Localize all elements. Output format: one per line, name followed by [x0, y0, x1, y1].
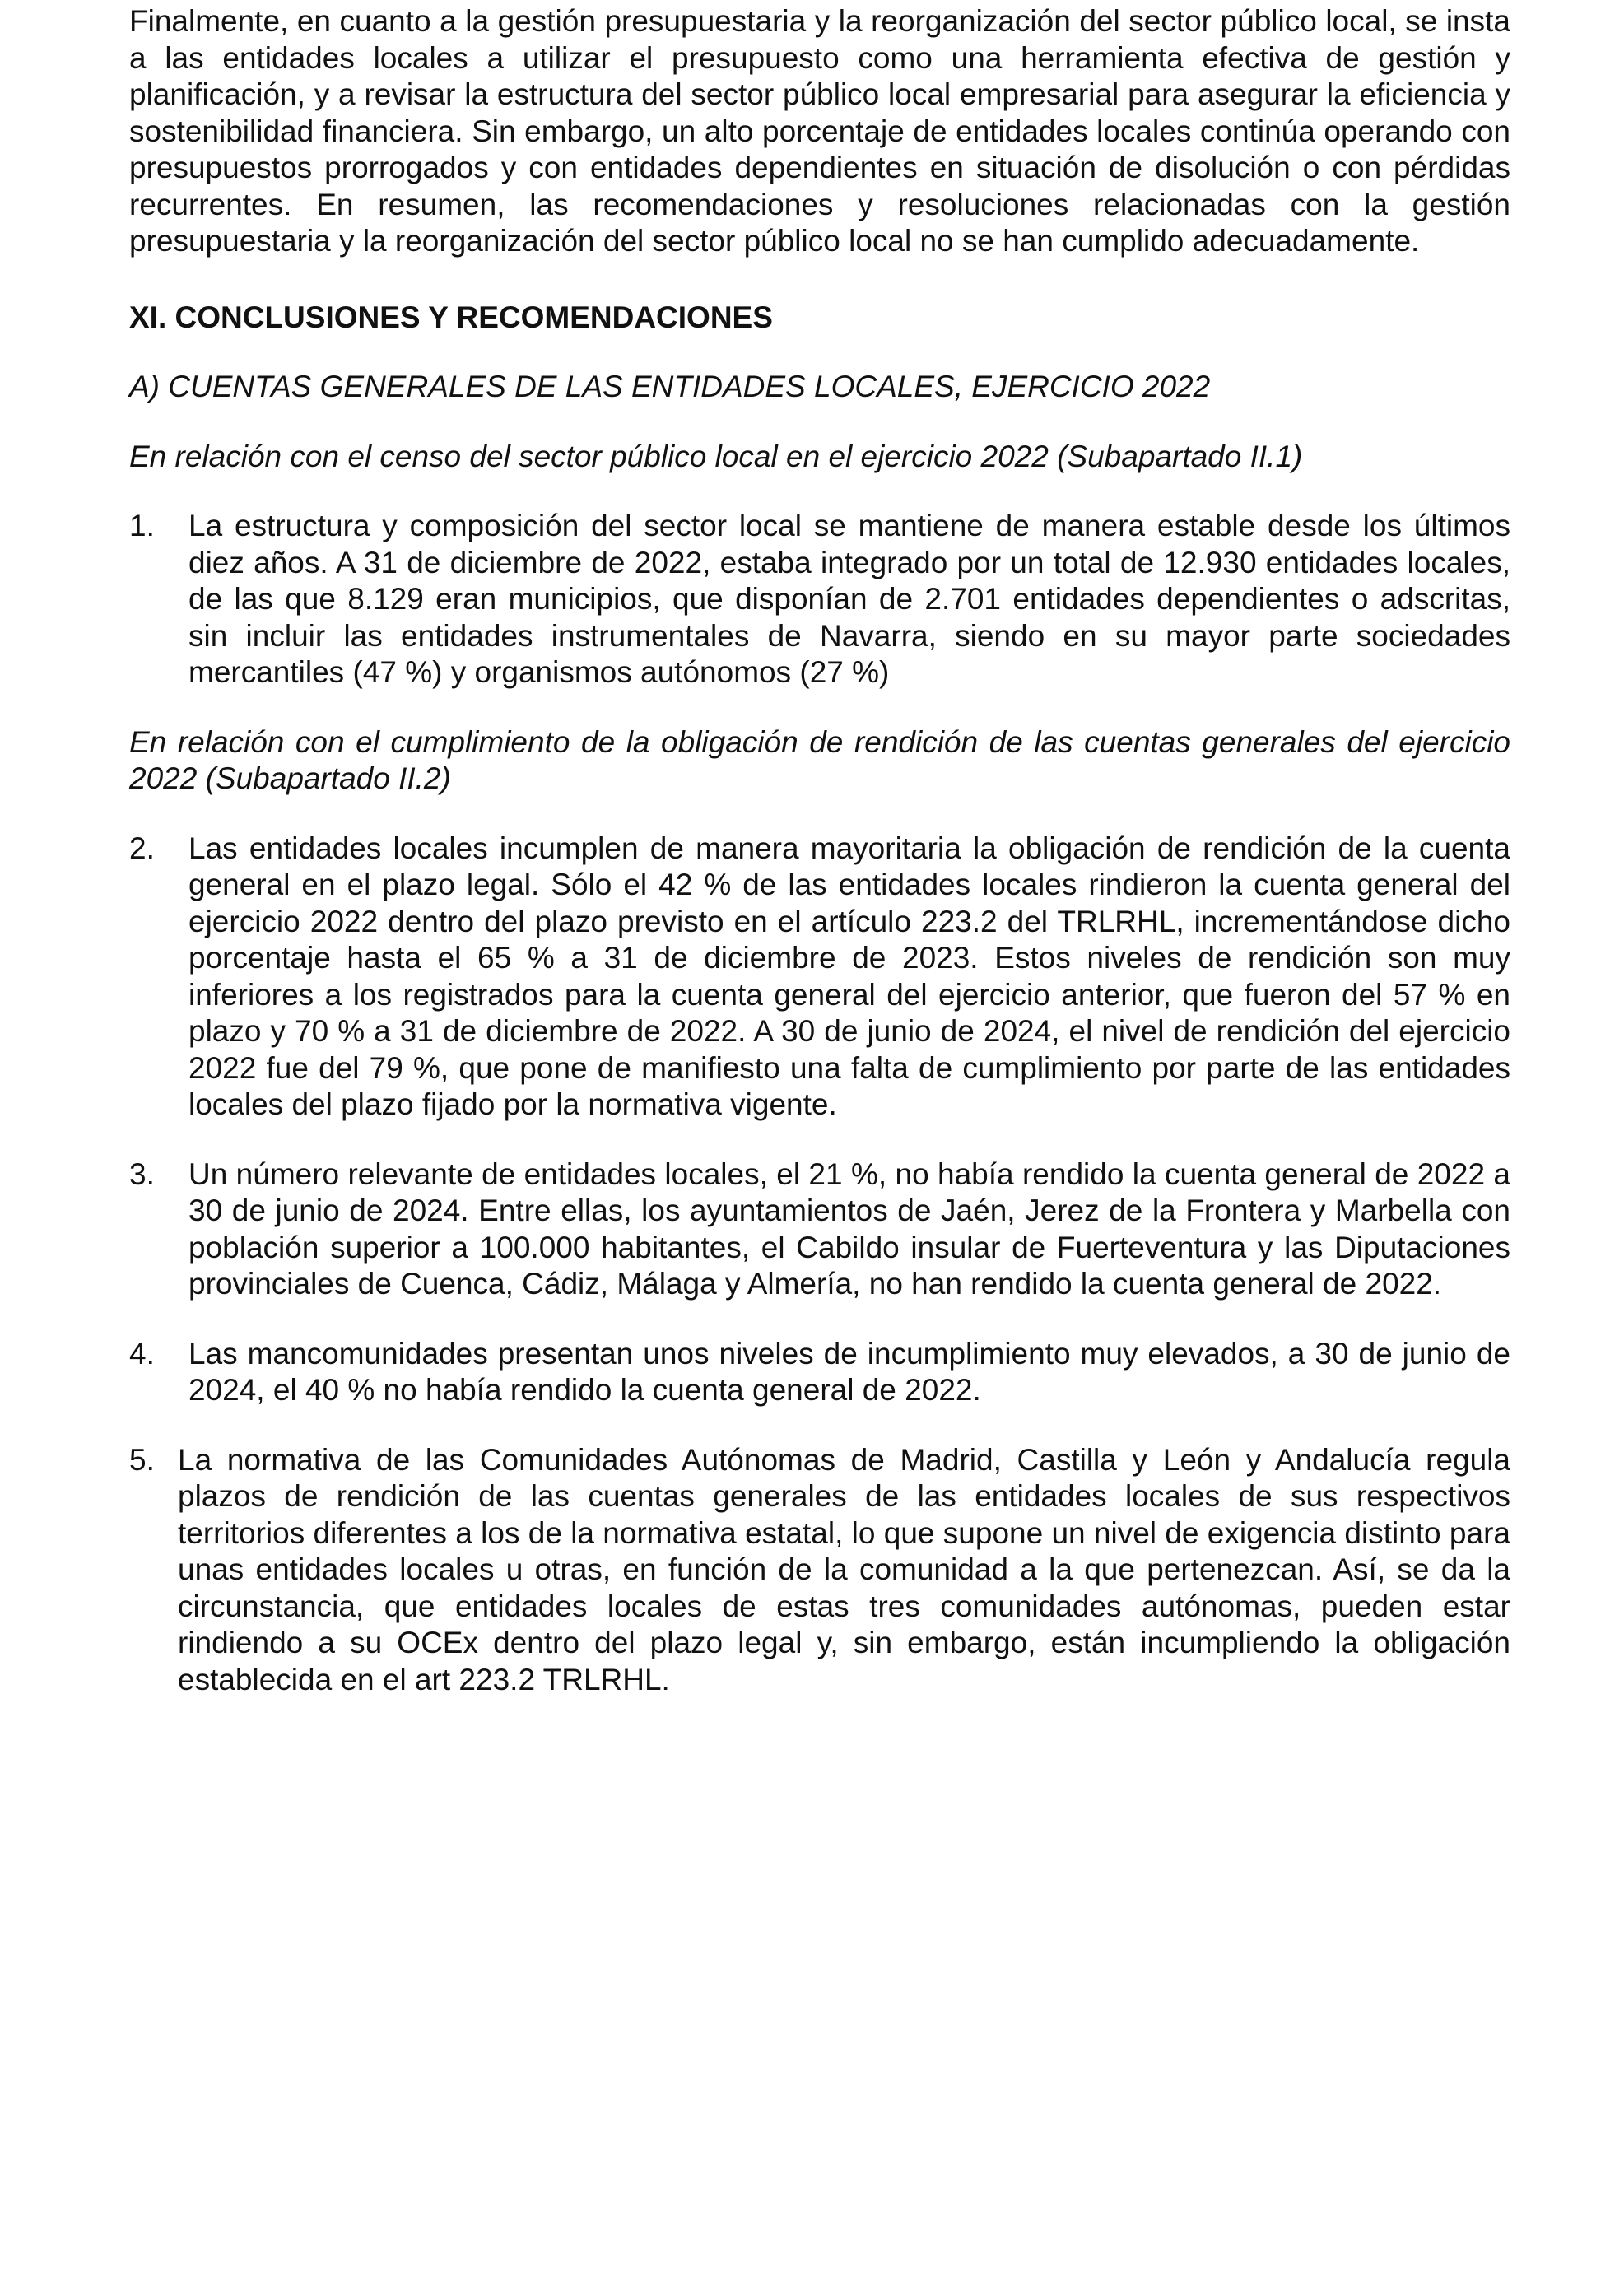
list-item — [129, 831, 1510, 1124]
document-page — [129, 3, 1510, 1731]
list-item — [129, 1336, 1510, 1409]
list-item-text: Las mancomunidades presentan unos niveles de incumplimiento muy elevados, a 30 de junio de 2024, el 40 % no había rendido la cuenta general de 2022. — [188, 1336, 1510, 1407]
list-item — [129, 508, 1510, 691]
list-item-number: 2. — [129, 831, 155, 865]
list-item-text: La estructura y composición del sector local se mantiene de manera estable desde los últimos diez años. A 31 de diciembre de 2022, estaba integrado por un total de 12.930 entidades locales, de las que 8.129 eran municipios, que disponían de 2.701 entidades dependientes o adscritas, sin incluir las entidades instrumentales de Navarra, siendo en su mayor parte sociedades mercantiles (47 %) y organismos autónomos (27 %) — [188, 509, 1510, 689]
intro-paragraph: Finalmente, en cuanto a la gestión presupuestaria y la reorganización del sector público local, se insta a las entidades locales a utilizar el presupuesto como una herramienta efectiva de gestión y planificación, y a revisar la estructura del sector público local empresarial para asegurar la eficiencia y sostenibilidad financiera. Sin embargo, un alto porcentaje de entidades locales continúa operando con presupuestos prorrogados y con entidades dependientes en situación de disolución o con pérdidas recurrentes. En resumen, las recomendaciones y resoluciones relacionadas con la gestión presupuestaria y la reorganización del sector público local no se han cumplido adecuadamente. — [129, 4, 1510, 258]
section-heading: XI. CONCLUSIONES Y RECOMENDACIONES — [129, 300, 773, 334]
list-item-number: 5. — [129, 1442, 155, 1477]
list-item-number: 1. — [129, 509, 155, 542]
list-item-number: 3. — [129, 1156, 155, 1191]
list-item — [129, 1156, 1510, 1303]
subsection-heading: A) CUENTAS GENERALES DE LAS ENTIDADES LOCALES, EJERCICIO 2022 — [129, 370, 1211, 403]
list-item-text: Un número relevante de entidades locales, el 21 %, no había rendido la cuenta general de 2022 a 30 de junio de 2024. Entre ellas, los ayuntamientos de Jaén, Jerez de la Frontera y Marbella con población superior a 100.000 habitantes, el Cabildo insular de Fuerteventura y las Diputaciones provinciales de Cuenca, Cádiz, Málaga y Almería, no han rendido la cuenta general de 2022. — [188, 1156, 1510, 1301]
list-item-text: Las entidades locales incumplen de manera mayoritaria la obligación de rendición de la cuenta general en el plazo legal. Sólo el 42 % de las entidades locales rindieron la cuenta general del ejercicio 2022 dentro del plazo previsto en el artículo 223.2 del TRLRHL, incrementándose dicho porcentaje hasta el 65 % a 31 de diciembre de 2023. Estos niveles de rendición son muy inferiores a los registrados para la cuenta general del ejercicio anterior, que fueron del 57 % en plazo y 70 % a 31 de diciembre de 2022. A 30 de junio de 2024, el nivel de rendición del ejercicio 2022 fue del 79 %, que pone de manifiesto una falta de cumplimiento por parte de las entidades locales del plazo fijado por la normativa vigente. — [188, 831, 1510, 1121]
context-rendicion: En relación con el cumplimiento de la obligación de rendición de las cuentas generales del ejercicio 2022 (Subapartado II.2) — [129, 724, 1510, 795]
list-item — [129, 1442, 1510, 1699]
context-census: En relación con el censo del sector público local en el ejercicio 2022 (Subapartado II.1) — [129, 439, 1303, 473]
list-item-text: La normativa de las Comunidades Autónomas de Madrid, Castilla y León y Andalucía regula plazos de rendición de las cuentas generales de las entidades locales de sus respectivos territorios diferentes a los de la normativa estatal, lo que supone un nivel de exigencia distinto para unas entidades locales u otras, en función de la comunidad a la que pertenezcan. Así, se da la circunstancia, que entidades locales de estas tres comunidades autónomas, pueden estar rindiendo a su OCEx dentro del plazo legal y, sin embargo, están incumpliendo la obligación establecida en el art 223.2 TRLRHL. — [178, 1442, 1510, 1696]
list-item-number: 4. — [129, 1336, 155, 1371]
